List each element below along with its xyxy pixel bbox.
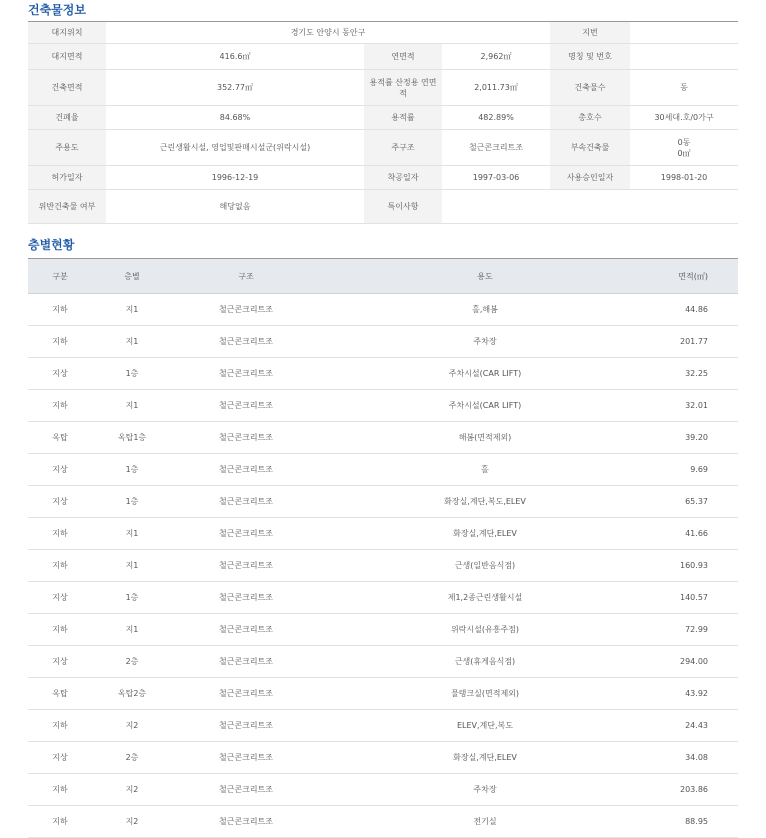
floor-table-header [28, 259, 738, 294]
cell-use: 위락시설(유흥주점) [320, 614, 650, 646]
cell-structure: 철근콘크리트조 [172, 550, 320, 582]
info-row [28, 130, 738, 166]
cell-structure: 철근콘크리트조 [172, 614, 320, 646]
cell-structure: 철근콘크리트조 [172, 486, 320, 518]
cell-floor: 지1 [92, 390, 172, 422]
cell-structure: 철근콘크리트조 [172, 646, 320, 678]
info-row [28, 166, 738, 190]
cell-structure: 철근콘크리트조 [172, 678, 320, 710]
cell-floor: 2층 [92, 742, 172, 774]
table-row [28, 550, 738, 582]
cell-division: 지상 [28, 454, 92, 486]
main-use-label: 주용도 [28, 130, 106, 166]
cell-use: 주차장 [320, 774, 650, 806]
cell-structure: 철근콘크리트조 [172, 710, 320, 742]
cell-use: 화장실,계단,복도,ELEV [320, 486, 650, 518]
table-row [28, 806, 738, 838]
cell-structure: 철근콘크리트조 [172, 390, 320, 422]
cell-structure: 철근콘크리트조 [172, 454, 320, 486]
cell-division: 지하 [28, 518, 92, 550]
table-row [28, 390, 738, 422]
cell-area: 160.93 [650, 550, 738, 582]
cell-floor: 지2 [92, 774, 172, 806]
building-info-title: 건축물정보 [28, 3, 86, 17]
building-count-label: 건축물수 [550, 70, 630, 106]
table-row [28, 742, 738, 774]
cell-division: 지하 [28, 390, 92, 422]
info-row [28, 190, 738, 224]
info-row [28, 22, 738, 44]
table-row [28, 454, 738, 486]
annex-building-label: 부속건축물 [550, 130, 630, 166]
cell-division: 옥탑 [28, 422, 92, 454]
far-floor-area-value: 2,011.73㎡ [442, 70, 550, 106]
table-row [28, 518, 738, 550]
cell-area: 32.25 [650, 358, 738, 390]
cell-use: 근생(휴게음식점) [320, 646, 650, 678]
cell-structure: 철근콘크리트조 [172, 582, 320, 614]
coverage-ratio-label: 건폐율 [28, 106, 106, 130]
building-count-value: 동 [630, 70, 738, 106]
cell-division: 옥탑 [28, 678, 92, 710]
cell-structure: 철근콘크리트조 [172, 774, 320, 806]
cell-area: 88.95 [650, 806, 738, 838]
cell-floor: 지2 [92, 710, 172, 742]
violation-label: 위반건축물 여부 [28, 190, 106, 224]
cell-structure: 철근콘크리트조 [172, 358, 320, 390]
permit-date-label: 허가일자 [28, 166, 106, 190]
cell-use: 홀,해봄 [320, 294, 650, 326]
col-header-division: 구분 [28, 259, 92, 294]
info-row [28, 44, 738, 70]
cell-area: 294.00 [650, 646, 738, 678]
table-row [28, 582, 738, 614]
cell-structure: 철근콘크리트조 [172, 518, 320, 550]
floor-status-table [28, 258, 738, 838]
cell-structure: 철근콘크리트조 [172, 742, 320, 774]
cell-division: 지상 [28, 742, 92, 774]
table-row [28, 326, 738, 358]
cell-area: 44.86 [650, 294, 738, 326]
cell-floor: 지1 [92, 614, 172, 646]
cell-floor: 지1 [92, 326, 172, 358]
cell-division: 지하 [28, 806, 92, 838]
lot-number-value [630, 22, 738, 44]
cell-division: 지하 [28, 710, 92, 742]
cell-floor: 1층 [92, 582, 172, 614]
site-area-label: 대지면적 [28, 44, 106, 70]
cell-use: 화장실,계단,ELEV [320, 518, 650, 550]
cell-use: 근생(일반음식점) [320, 550, 650, 582]
cell-division: 지하 [28, 774, 92, 806]
annex-count: 0동 [677, 137, 691, 147]
cell-use: 해봄(면적제외) [320, 422, 650, 454]
cell-area: 65.37 [650, 486, 738, 518]
cell-area: 32.01 [650, 390, 738, 422]
cell-division: 지하 [28, 550, 92, 582]
cell-floor: 1층 [92, 454, 172, 486]
start-date-value: 1997-03-06 [442, 166, 550, 190]
cell-area: 39.20 [650, 422, 738, 454]
annex-area: 0㎡ [677, 148, 691, 158]
cell-structure: 철근콘크리트조 [172, 422, 320, 454]
cell-floor: 지2 [92, 806, 172, 838]
col-header-use: 용도 [320, 259, 650, 294]
table-row [28, 646, 738, 678]
floor-area-ratio-label: 용적률 [364, 106, 442, 130]
site-location-label: 대지위치 [28, 22, 106, 44]
info-row [28, 106, 738, 130]
table-row [28, 358, 738, 390]
households-label: 총호수 [550, 106, 630, 130]
site-location-value: 경기도 안양시 동안구 [106, 22, 550, 44]
col-header-floor: 층별 [92, 259, 172, 294]
cell-division: 지상 [28, 646, 92, 678]
table-row [28, 710, 738, 742]
floor-table-body [28, 294, 738, 838]
cell-area: 24.43 [650, 710, 738, 742]
permit-date-value: 1996-12-19 [106, 166, 364, 190]
cell-use: 물탱크실(면적제외) [320, 678, 650, 710]
cell-floor: 지1 [92, 518, 172, 550]
cell-use: 화장실,계단,ELEV [320, 742, 650, 774]
cell-floor: 옥탑2층 [92, 678, 172, 710]
total-floor-area-label: 연면적 [364, 44, 442, 70]
cell-floor: 지1 [92, 550, 172, 582]
cell-floor: 1층 [92, 486, 172, 518]
floor-status-title: 층별현황 [28, 238, 75, 252]
cell-structure: 철근콘크리트조 [172, 326, 320, 358]
coverage-ratio-value: 84.68% [106, 106, 364, 130]
cell-area: 34.08 [650, 742, 738, 774]
remarks-value [442, 190, 738, 224]
table-row [28, 678, 738, 710]
cell-use: 주차시설(CAR LIFT) [320, 390, 650, 422]
cell-area: 9.69 [650, 454, 738, 486]
cell-floor: 2층 [92, 646, 172, 678]
cell-division: 지상 [28, 486, 92, 518]
table-row [28, 422, 738, 454]
cell-area: 72.99 [650, 614, 738, 646]
cell-area: 201.77 [650, 326, 738, 358]
cell-structure: 철근콘크리트조 [172, 806, 320, 838]
cell-use: 전기실 [320, 806, 650, 838]
cell-use: ELEV,계단,복도 [320, 710, 650, 742]
households-value: 30세대.호/0가구 [630, 106, 738, 130]
cell-division: 지하 [28, 326, 92, 358]
table-row [28, 294, 738, 326]
start-date-label: 착공일자 [364, 166, 442, 190]
cell-division: 지상 [28, 358, 92, 390]
cell-area: 41.66 [650, 518, 738, 550]
cell-division: 지상 [28, 582, 92, 614]
table-row [28, 486, 738, 518]
main-use-value: 근린생활시설, 영업및판매시설군(위락시설) [106, 130, 364, 166]
main-structure-label: 주구조 [364, 130, 442, 166]
far-floor-area-label: 용적률 산정용 연면적 [364, 70, 442, 106]
approval-date-value: 1998-01-20 [630, 166, 738, 190]
col-header-area: 면적(㎡) [650, 259, 738, 294]
site-area-value: 416.6㎡ [106, 44, 364, 70]
table-row [28, 614, 738, 646]
remarks-label: 특이사항 [364, 190, 442, 224]
cell-use: 홀 [320, 454, 650, 486]
approval-date-label: 사용승인일자 [550, 166, 630, 190]
building-area-value: 352.77㎡ [106, 70, 364, 106]
cell-area: 140.57 [650, 582, 738, 614]
info-row [28, 70, 738, 106]
cell-floor: 옥탑1층 [92, 422, 172, 454]
cell-division: 지하 [28, 294, 92, 326]
lot-number-label: 지번 [550, 22, 630, 44]
cell-use: 제1,2종근린생활시설 [320, 582, 650, 614]
building-info-table [28, 21, 738, 224]
cell-area: 43.92 [650, 678, 738, 710]
cell-use: 주차장 [320, 326, 650, 358]
cell-structure: 철근콘크리트조 [172, 294, 320, 326]
name-number-value [630, 44, 738, 70]
floor-area-ratio-value: 482.89% [442, 106, 550, 130]
cell-use: 주차시설(CAR LIFT) [320, 358, 650, 390]
cell-division: 지하 [28, 614, 92, 646]
annex-building-value [630, 130, 738, 166]
table-row [28, 774, 738, 806]
name-number-label: 명칭 및 번호 [550, 44, 630, 70]
building-area-label: 건축면적 [28, 70, 106, 106]
col-header-structure: 구조 [172, 259, 320, 294]
cell-area: 203.86 [650, 774, 738, 806]
main-structure-value: 철근콘크리트조 [442, 130, 550, 166]
cell-floor: 1층 [92, 358, 172, 390]
cell-floor: 지1 [92, 294, 172, 326]
total-floor-area-value: 2,962㎡ [442, 44, 550, 70]
violation-value: 해당없음 [106, 190, 364, 224]
